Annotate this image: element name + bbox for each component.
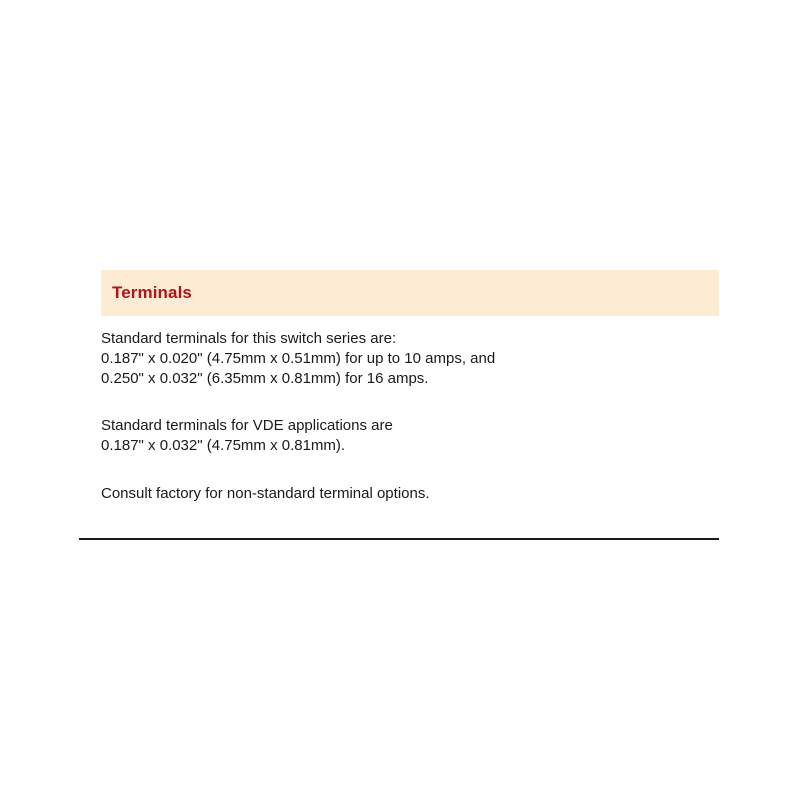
paragraph-line: Standard terminals for VDE applications are <box>101 417 393 434</box>
paragraph-line: Consult factory for non-standard terminal options. <box>101 485 430 502</box>
section-header <box>101 270 719 316</box>
paragraph-consult-factory <box>101 484 721 504</box>
paragraph-vde-terminals <box>101 416 721 456</box>
section-title: Terminals <box>112 283 192 302</box>
section-divider <box>79 538 719 540</box>
paragraph-line: 0.187" x 0.032" (4.75mm x 0.81mm). <box>101 437 346 454</box>
paragraph-line: 0.250" x 0.032" (6.35mm x 0.81mm) for 16 amps. <box>101 370 429 387</box>
paragraph-line: Standard terminals for this switch series are: <box>101 330 397 347</box>
paragraph-line: 0.187" x 0.020" (4.75mm x 0.51mm) for up to 10 amps, and <box>101 350 496 367</box>
paragraph-standard-terminals <box>101 329 721 389</box>
